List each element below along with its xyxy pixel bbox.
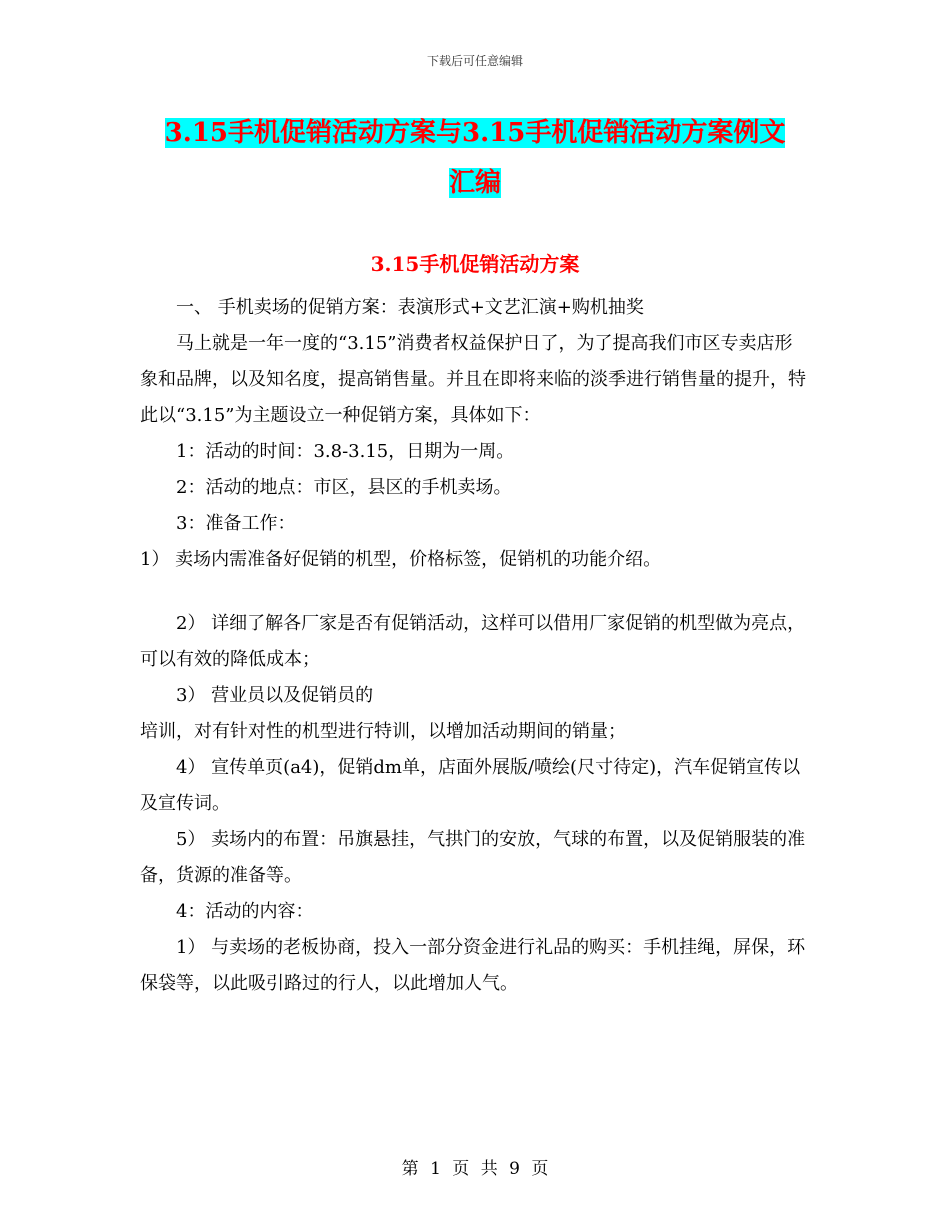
paragraph-8: 3） 营业员以及促销员的 xyxy=(176,685,374,706)
paragraph-3: 1：活动的时间：3.8-3.15，日期为一周。 xyxy=(176,441,515,462)
paragraph-10: 4） 宣传单页(a4)，促销dm单，店面外展版/喷绘(尺寸待定)，汽车促销宣传以及宣传词。 xyxy=(140,757,801,814)
paragraph-13: 1） 与卖场的老板协商，投入一部分资金进行礼品的购买：手机挂绳，屏保，环保袋等，以此吸引路过的行人，以此增加人气。 xyxy=(140,937,806,994)
paragraph-2: 马上就是一年一度的“3.15”消费者权益保护日了，为了提高我们市区专卖店形象和品牌，以及知名度，提高销售量。并且在即将来临的淡季进行销售量的提升，特此以“3.15”为主题设立一种促销方案，具体如下： xyxy=(140,333,806,426)
paragraph-11: 5） 卖场内的布置：吊旗悬挂，气拱门的安放，气球的布置，以及促销服装的准备，货源的准备等。 xyxy=(140,829,806,886)
page-footer: 第 1 页 共 9 页 xyxy=(401,1159,549,1179)
paragraph-6: 1） 卖场内需准备好促销的机型，价格标签，促销机的功能介绍。 xyxy=(140,549,662,570)
title-line-1: 3.15手机促销活动方案与3.15手机促销活动方案例文 xyxy=(164,118,786,148)
page-header: 下载后可任意编辑 xyxy=(426,54,523,68)
paragraph-9: 培训，对有针对性的机型进行特训，以增加活动期间的销量； xyxy=(140,721,626,742)
paragraph-4: 2：活动的地点：市区，县区的手机卖场。 xyxy=(176,477,512,498)
title-line-2: 汇编 xyxy=(448,168,501,198)
paragraph-1: 一、 手机卖场的促销方案：表演形式+文艺汇演+购机抽奖 xyxy=(176,297,644,318)
paragraph-7: 2） 详细了解各厂家是否有促销活动，这样可以借用厂家促销的机型做为亮点，可以有效的降低成本； xyxy=(140,613,806,670)
document-body xyxy=(140,290,810,1002)
paragraph-12: 4：活动的内容： xyxy=(176,901,314,922)
section-title: 3.15手机促销活动方案 xyxy=(370,252,580,276)
paragraph-5: 3：准备工作： xyxy=(176,513,296,534)
document-title xyxy=(140,108,810,208)
